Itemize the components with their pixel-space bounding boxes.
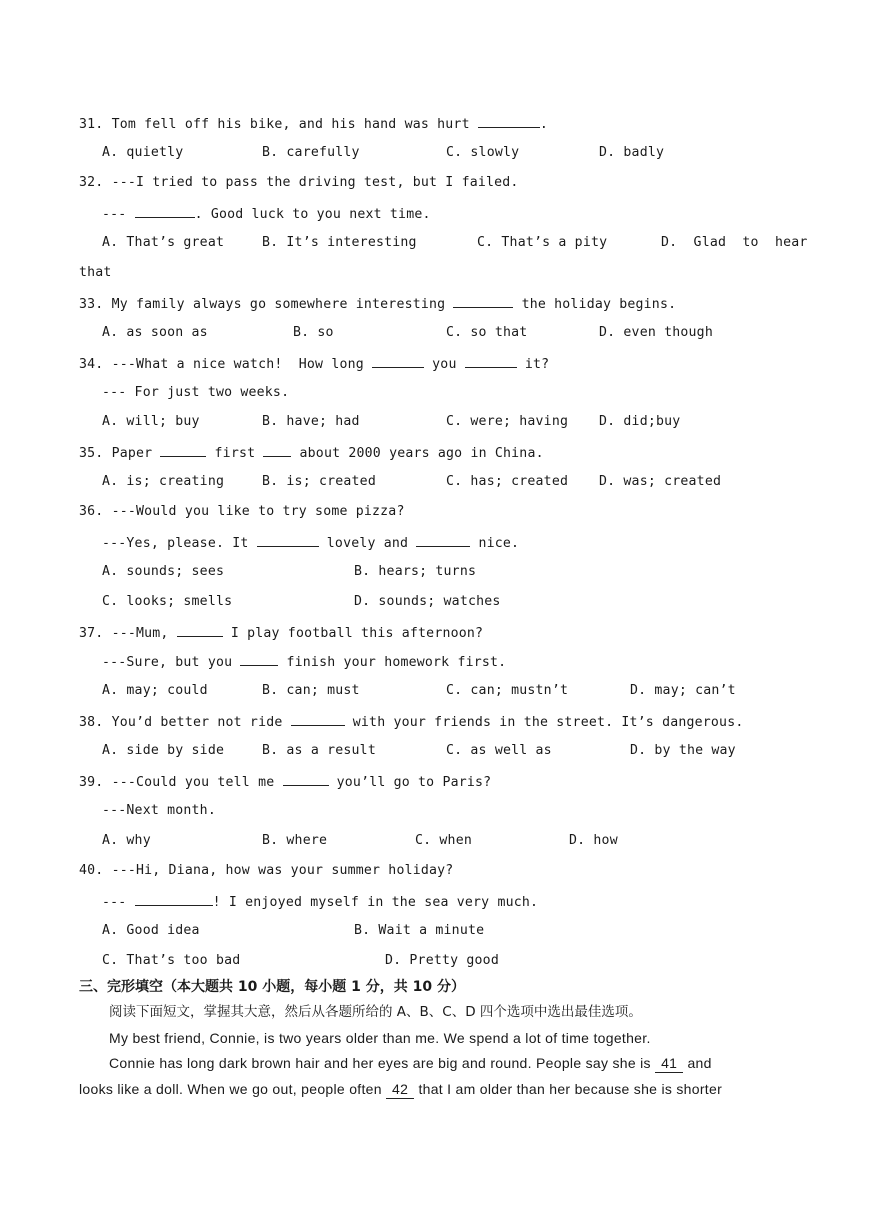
option-38b: B. as a result <box>262 743 376 758</box>
option-34a: A. will; buy <box>102 414 200 429</box>
option-31b: B. carefully <box>262 145 360 160</box>
question-stem-mid: first <box>214 446 256 461</box>
question-number: 32. <box>79 175 104 190</box>
question-31 <box>79 114 548 134</box>
question-stem-end: the holiday begins. <box>521 297 677 312</box>
section-instruction: 阅读下面短文，掌握其大意，然后从各题所给的 A、B、C、D 四个选项中选出最佳选项。 <box>109 1004 642 1020</box>
question-35 <box>79 443 544 463</box>
question-number: 36. <box>79 504 104 519</box>
option-33c: C. so that <box>446 325 528 340</box>
answer-blank <box>465 354 517 368</box>
option-31a: A. quietly <box>102 145 184 160</box>
cloze-blank-42: 42 <box>386 1080 414 1099</box>
answer-blank <box>177 623 223 637</box>
question-stem-mid: you <box>432 357 457 372</box>
option-32b: B. It’s interesting <box>262 235 417 250</box>
question-33 <box>79 294 676 314</box>
question-34 <box>79 354 549 374</box>
question-37-reply <box>102 652 506 672</box>
passage-text: and <box>687 1055 712 1071</box>
question-40-reply <box>102 892 538 912</box>
question-stem: Paper <box>111 446 153 461</box>
question-34-reply: --- For just two weeks. <box>102 385 290 400</box>
answer-blank <box>263 443 291 457</box>
question-39 <box>79 772 491 792</box>
question-stem: Tom fell off his bike, and his hand was hurt <box>111 117 470 132</box>
answer-blank <box>372 354 424 368</box>
passage-line-3 <box>79 1080 722 1099</box>
answer-blank <box>257 533 319 547</box>
reply-text: ---Sure, but you <box>102 655 233 670</box>
option-37d: D. may; can’t <box>630 683 736 698</box>
option-35a: A. is; creating <box>102 474 225 489</box>
question-stem: ---What a nice watch! How long <box>111 357 364 372</box>
passage-text: Connie has long dark brown hair and her eyes are big and round. People say she is <box>109 1055 651 1071</box>
answer-blank <box>135 892 213 906</box>
question-32 <box>79 174 519 192</box>
question-stem: ---Could you tell me <box>111 775 275 790</box>
question-number: 37. <box>79 626 104 641</box>
option-32c: C. That’s a pity <box>477 235 608 250</box>
answer-blank <box>291 712 345 726</box>
answer-blank <box>240 652 278 666</box>
option-33a: A. as soon as <box>102 325 208 340</box>
option-32a: A. That’s great <box>102 235 225 250</box>
option-31d: D. badly <box>599 145 665 160</box>
answer-blank <box>453 294 513 308</box>
option-40d: D. Pretty good <box>385 953 499 968</box>
question-stem-end: I play football this afternoon? <box>230 626 484 641</box>
question-36-reply <box>102 533 519 553</box>
question-stem: ---Mum, <box>111 626 169 641</box>
reply-text: . Good luck to you next time. <box>194 207 431 222</box>
question-number: 35. <box>79 446 104 461</box>
option-34d: D. did;buy <box>599 414 681 429</box>
answer-blank <box>160 443 206 457</box>
question-stem-end: you’ll go to Paris? <box>336 775 492 790</box>
answer-blank <box>416 533 470 547</box>
option-36a: A. sounds; sees <box>102 564 225 579</box>
question-number: 39. <box>79 775 104 790</box>
question-stem-end: with your friends in the street. It’s dangerous. <box>352 715 744 730</box>
question-number: 31. <box>79 117 104 132</box>
question-stem: ---I tried to pass the driving test, but I failed. <box>111 175 519 190</box>
option-35c: C. has; created <box>446 474 569 489</box>
question-39-reply: ---Next month. <box>102 803 216 818</box>
option-37b: B. can; must <box>262 683 360 698</box>
option-32d: D. Glad to hear <box>661 235 808 250</box>
reply-text: ---Yes, please. It <box>102 536 249 551</box>
question-stem: My family always go somewhere interesting <box>111 297 446 312</box>
option-36c: C. looks; smells <box>102 594 233 609</box>
question-40 <box>79 862 453 880</box>
passage-line-1: My best friend, Connie, is two years older than me. We spend a lot of time together. <box>109 1030 651 1046</box>
option-40c: C. That’s too bad <box>102 953 241 968</box>
question-number: 33. <box>79 297 104 312</box>
question-stem: ---Hi, Diana, how was your summer holiday? <box>111 863 454 878</box>
option-38a: A. side by side <box>102 743 225 758</box>
cloze-blank-41: 41 <box>655 1054 683 1073</box>
option-35b: B. is; created <box>262 474 376 489</box>
answer-blank <box>478 114 540 128</box>
option-33b: B. so <box>293 325 334 340</box>
question-stem: ---Would you like to try some pizza? <box>111 504 405 519</box>
option-39a: A. why <box>102 833 151 848</box>
question-number: 40. <box>79 863 104 878</box>
option-39d: D. how <box>569 833 618 848</box>
reply-text: --- <box>102 895 127 910</box>
reply-text: lovely and <box>326 536 409 551</box>
answer-blank <box>283 772 329 786</box>
question-number: 34. <box>79 357 104 372</box>
option-31c: C. slowly <box>446 145 520 160</box>
question-stem-end: about 2000 years ago in China. <box>299 446 544 461</box>
question-stem: You’d better not ride <box>111 715 283 730</box>
section-heading: 三、完形填空（本大题共 10 小题，每小题 1 分，共 10 分） <box>79 979 465 995</box>
question-37 <box>79 623 483 643</box>
reply-text: finish your homework first. <box>286 655 507 670</box>
reply-text: --- <box>102 207 127 222</box>
question-stem-end: it? <box>524 357 550 372</box>
option-34c: C. were; having <box>446 414 569 429</box>
option-36d: D. sounds; watches <box>354 594 501 609</box>
passage-line-2 <box>109 1054 712 1073</box>
option-32d-wrap: that <box>79 265 112 280</box>
question-32-reply <box>102 204 431 224</box>
option-40b: B. Wait a minute <box>354 923 485 938</box>
question-36 <box>79 503 405 521</box>
reply-text: ! I enjoyed myself in the sea very much. <box>212 895 539 910</box>
option-38c: C. as well as <box>446 743 552 758</box>
passage-text: looks like a doll. When we go out, people often <box>79 1081 382 1097</box>
reply-text: nice. <box>478 536 520 551</box>
passage-text: that I am older than her because she is shorter <box>418 1081 723 1097</box>
option-33d: D. even though <box>599 325 713 340</box>
question-38 <box>79 712 743 732</box>
option-37c: C. can; mustn’t <box>446 683 569 698</box>
option-38d: D. by the way <box>630 743 736 758</box>
question-number: 38. <box>79 715 104 730</box>
option-35d: D. was; created <box>599 474 722 489</box>
answer-blank <box>135 204 195 218</box>
option-36b: B. hears; turns <box>354 564 477 579</box>
option-34b: B. have; had <box>262 414 360 429</box>
option-39b: B. where <box>262 833 328 848</box>
question-stem-end: . <box>539 117 548 132</box>
option-40a: A. Good idea <box>102 923 200 938</box>
option-39c: C. when <box>415 833 472 848</box>
option-37a: A. may; could <box>102 683 208 698</box>
